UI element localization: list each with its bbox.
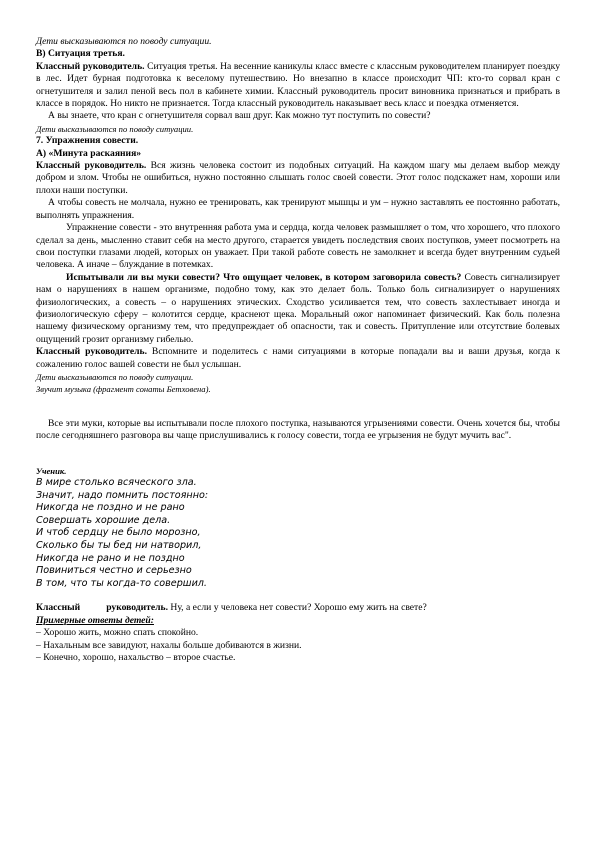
spacer — [36, 443, 560, 465]
poem-line: Никогда не поздно и не рано — [36, 502, 185, 514]
situation-three-question: А вы знаете, что кран с огнетушителя сорвал ваш друг. Как можно тут поступить по совести? — [48, 110, 431, 122]
speaker-label: Классный руководитель. — [36, 160, 147, 172]
paragraph-text: Вспомните и поделитесь с нами ситуациями в которые попадали вы и ваши друзья, когда к сожалению голос вашей совести не был услышан. — [36, 346, 560, 370]
spacer — [36, 396, 560, 418]
sample-answers-heading: Примерные ответы детей: — [36, 614, 154, 626]
children-discuss-note: Дети высказываются по поводу ситуации. — [36, 123, 194, 134]
poem-line: И чтоб сердцу не было морозно, — [36, 527, 201, 539]
teacher-paragraph — [36, 160, 560, 197]
poem-line: Сколько бы ты бед ни натворил, — [36, 539, 202, 551]
student-label: Ученик. — [36, 465, 67, 476]
answer-line: – Конечно, хорошо, нахальство – второе счастье. — [36, 651, 236, 663]
poem-line: Совершать хорошие дела. — [36, 514, 171, 526]
music-note: Звучит музыка (фрагмент сонаты Бетховена). — [36, 384, 211, 395]
document-body — [36, 36, 560, 664]
children-discuss-note: Дети высказываются по поводу ситуации. — [36, 36, 212, 47]
spacer — [36, 590, 560, 602]
paragraph-text: Совесть сигнализирует нам о нарушениях в нашем организме, подобно тому, как это делает боль. Только боль сигнализирует о нарушениях физиологических, а совесть – о нарушениях этических. Сходство усиливается тем, что совесть захлестывает иногда и физиологическую сферу – колотится сердце, краснеют щека. Моральный ожог напоминает физический. Как боль полезна нашему физическому организму тем, что предупреждает об опасности, так и совесть. Притупление или отсутствие болевых ощущений грозит организму гибелью. — [36, 271, 560, 345]
poem — [36, 477, 560, 590]
speaker-label: Классный руководитель. — [36, 60, 145, 72]
speaker-label-second: руководитель. — [106, 602, 169, 614]
answer-line: – Нахальным все завидуют, нахалы больше добиваются в жизни. — [36, 639, 302, 651]
teacher-paragraph — [36, 602, 560, 614]
speaker-label: Классный руководитель. — [36, 346, 147, 358]
subsection-heading: А) «Минута раскаяния» — [36, 147, 142, 159]
poem-line: Значит, надо помнить постоянно: — [36, 489, 209, 501]
section-heading: 7. Упражнения совести. — [36, 135, 139, 147]
body-paragraph: Все эти муки, которые вы испытывали после плохого поступка, называются угрызениями совести. Очень хочется бы, чтобы после сегодняшнего разговора вы чаще прислушивались к голосу совести, тогда ее угрызения не будут мучить вас". — [36, 417, 560, 442]
body-paragraph: А чтобы совесть не молчала, нужно ее тренировать, как тренируют мышцы и ум – нужно заставлять ее постоянно работать, выполнять упражнения. — [36, 197, 560, 221]
children-discuss-note: Дети высказываются по поводу ситуации. — [36, 371, 194, 382]
question-text: Испытывали ли вы муки совести? Что ощущает человек, в котором заговорила совесть? — [66, 271, 462, 283]
teacher-paragraph — [36, 346, 560, 371]
paragraph-text: Ситуация третья. На весенние каникулы класс вместе с классным руководителем планирует поездку в лес. Идет бурная подготовка к веселому путешествию. Но внезапно в классе происходит ЧП: кто-то сорвал кран с огнетушителя и залил пеной весь пол в кабинете химии. Классный руководитель просит виновника признаться и прибрать в классе в порядок. Но никто не признается. Тогда классный руководитель наказывает весь класс и поездка отменяется. — [36, 60, 560, 110]
situation-three-paragraph — [36, 61, 560, 111]
body-paragraph: Упражнение совести - это внутренняя работа ума и сердца, когда человек размышляет о том, что хорошего, что плохого сделал за день, мысленно ставит себя на место другого, старается увидеть последствия своих поступков, умеет посмотреть на свои поступки глазами людей, которых он уважает. При такой работе совесть не замолкнет и всегда будет внутренним судьей человека. А иначе – блуждание в потемках. — [36, 222, 560, 271]
answer-line: – Хорошо жить, можно спать спокойно. — [36, 627, 199, 639]
poem-line: Никогда не рано и не поздно — [36, 552, 185, 564]
paragraph-text: Вся жизнь человека состоит из подобных ситуаций. На каждом шагу мы делаем выбор между добром и злом. Чтобы не ошибиться, нужно постоянно слышать голос своей совести. Этот голос подскажет нам, хороши или плохи наши поступки. — [36, 160, 560, 196]
paragraph-text: Ну, а если у человека нет совести? Хорошо ему жить на свете? — [168, 602, 427, 614]
poem-line: В мире столько всяческого зла. — [36, 477, 197, 488]
situation-three-heading: В) Ситуация третья. — [36, 48, 125, 60]
question-paragraph — [36, 272, 560, 346]
poem-line: В том, что ты когда-то совершил. — [36, 577, 207, 589]
speaker-label-first: Классный — [36, 602, 81, 614]
poem-line: Повиниться честно и серьезно — [36, 565, 192, 577]
